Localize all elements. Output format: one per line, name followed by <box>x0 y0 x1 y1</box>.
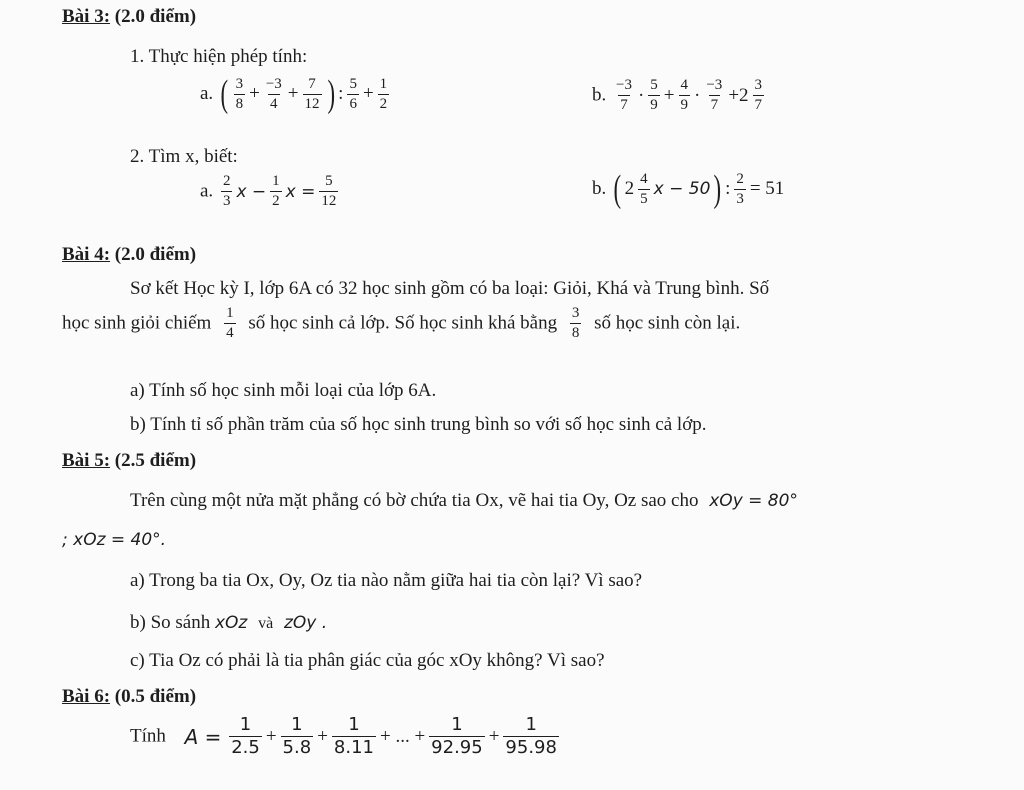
bai-3-q2a: a. $\frac{2}{3}$ x − $\frac{1}{2}$ x = $\frac{5}{12}$ <box>200 173 337 209</box>
bai-5-line1: Trên cùng một nửa mặt phẳng có bờ chứa tia Ox, vẽ hai tia Oy, Oz sao cho xOy = 80° <box>130 490 798 511</box>
bai-5-qc: c) Tia Oz có phải là tia phân giác của góc xOy không? Vì sao? <box>130 650 605 671</box>
bai-3-q2b: b. ( 2 $\frac{4}{5}$ x − 50) : $\frac{2}{3}$ = 51 <box>592 168 785 210</box>
label-a: a. <box>200 83 214 104</box>
bai-3-heading <box>62 6 196 28</box>
fraction: $\frac{1}{95.98}$ <box>505 714 557 758</box>
bai-3-points: (2.0 điểm) <box>114 6 197 27</box>
bai-3-q2: 2. Tìm x, biết: <box>130 146 238 167</box>
bai-4-points: (2.0 điểm) <box>114 244 197 265</box>
fraction: $\frac{1}{92.95}$ <box>431 714 483 758</box>
bai-5-qb: b) So sánh xOz và zOy . <box>130 612 328 633</box>
label-a: a. <box>200 180 214 202</box>
bai-4-title: Bài 4: <box>62 244 111 265</box>
bai-6-title: Bài 6: <box>62 686 111 707</box>
bai-5-qa: a) Trong ba tia Ox, Oy, Oz tia nào nằm giữa hai tia còn lại? Vì sao? <box>130 570 643 591</box>
fraction: $\frac{-3}{4}$ <box>265 75 282 112</box>
bai-4-qa: a) Tính số học sinh mỗi loại của lớp 6A. <box>130 380 437 401</box>
label-b: b. <box>592 84 607 106</box>
bai-3-q1b: b. $\frac{-3}{7}$ · $\frac{5}{9}$ + $\frac{4}{9}$ · $\frac{-3}{7}$ +2 $\frac{3}{7}$ <box>592 77 763 113</box>
bai-4-qb: b) Tính tỉ số phần trăm của số học sinh trung bình so với số học sinh cả lớp. <box>130 414 707 435</box>
bai-4-heading <box>62 244 196 266</box>
bai-5-title: Bài 5: <box>62 450 111 471</box>
angle-xoz: ; xOz = 40°. <box>62 530 167 550</box>
bai-4-line2: học sinh giỏi chiếm $\frac{1}{4}$ số học sinh cả lớp. Số học sinh khá bằng $\frac{3}{8}$ số học sinh còn lại. <box>62 305 741 341</box>
fraction: $\frac{5}{6}$ <box>349 75 357 112</box>
bai-6-points: (0.5 điểm) <box>114 686 197 707</box>
bai-6-expression: Tính A = $\frac{1}{2.5}$ + $\frac{1}{5.8}$ + $\frac{1}{8.11}$ + ... + $\frac{1}{92.95}$ + $\frac{1}{95.98}$ <box>130 714 557 758</box>
label-b: b. <box>592 178 607 199</box>
bai-5-heading <box>62 450 196 472</box>
bai-6-heading <box>62 686 196 708</box>
bai-3-q1: 1. Thực hiện phép tính: <box>130 46 308 67</box>
bai-3-q1a: a. ( $\frac{3}{8}$ + $\frac{-3}{4}$ + $\frac{7}{12}$ ) : $\frac{5}{6}$ + $\frac{1}{2}$ <box>200 73 388 115</box>
bai-4-line1: Sơ kết Học kỳ I, lớp 6A có 32 học sinh gồm có ba loại: Giỏi, Khá và Trung bình. Số <box>130 278 770 299</box>
fraction: $\frac{1}{8.11}$ <box>333 714 374 758</box>
fraction: $\frac{1}{2.5}$ <box>231 714 260 758</box>
fraction: $\frac{3}{8}$ <box>235 75 244 112</box>
fraction: $\frac{1}{2}$ <box>379 75 388 112</box>
fraction: $\frac{7}{12}$ <box>304 75 320 112</box>
fraction: $\frac{1}{5.8}$ <box>282 714 312 758</box>
bai-3-title: Bài 3: <box>62 6 111 27</box>
bai-5-points: (2.5 điểm) <box>114 450 197 471</box>
angle-xoy: xOy = 80° <box>709 491 798 511</box>
